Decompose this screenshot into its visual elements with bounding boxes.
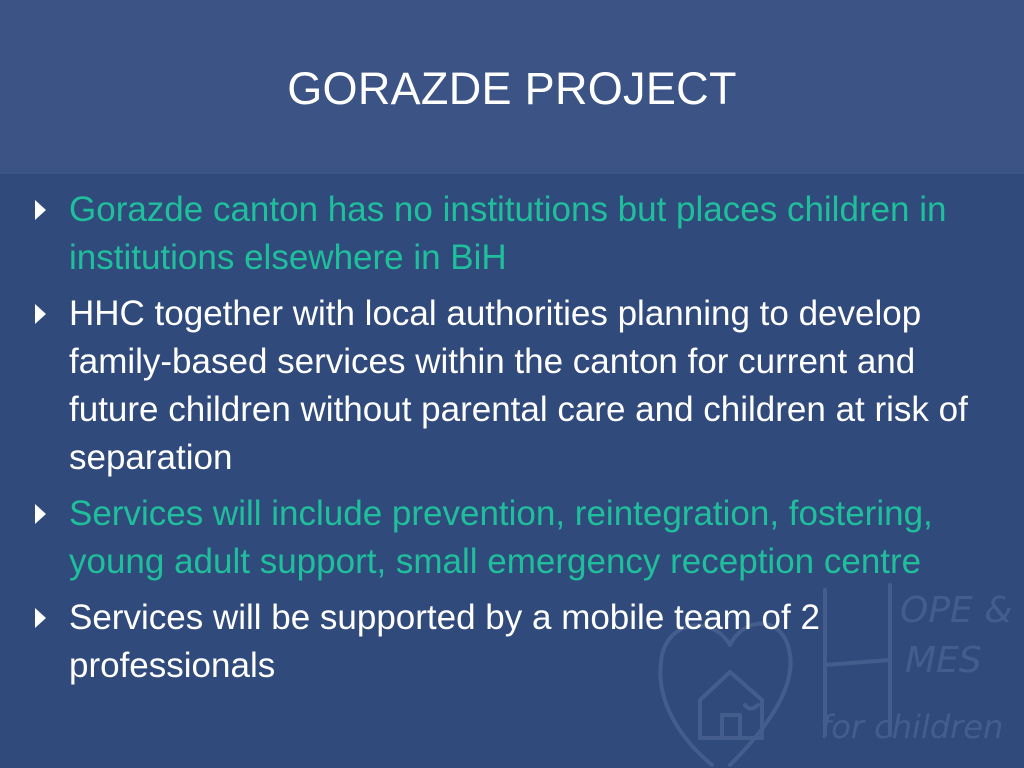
bullet-arrow-icon — [35, 504, 46, 524]
watermark-line-3: for children — [820, 708, 1004, 746]
bullet-item — [0, 186, 1024, 282]
bullet-arrow-icon — [35, 200, 46, 220]
watermark-line-1: OPE & — [900, 590, 1013, 631]
slide-title: GORAZDE PROJECT — [287, 63, 737, 114]
bullet-text: Gorazde canton has no institutions but places children in institutions elsewhere in BiH — [69, 190, 947, 277]
bullet-item — [0, 490, 1024, 586]
bullet-text: HHC together with local authorities planning to develop family-based services within the canton for current and future children without parental care and children at risk of separation — [69, 294, 968, 477]
bullet-arrow-icon — [35, 608, 46, 628]
bullet-list — [0, 186, 1024, 690]
bullet-text: Services will include prevention, reintegration, fostering, young adult support, small emergency reception centre — [69, 494, 933, 581]
bullet-arrow-icon — [35, 304, 46, 324]
bullet-item — [0, 594, 1024, 690]
watermark-line-2: MES — [905, 640, 982, 681]
bullet-item — [0, 290, 1024, 482]
bullet-text: Services will be supported by a mobile team of 2 professionals — [69, 598, 820, 685]
